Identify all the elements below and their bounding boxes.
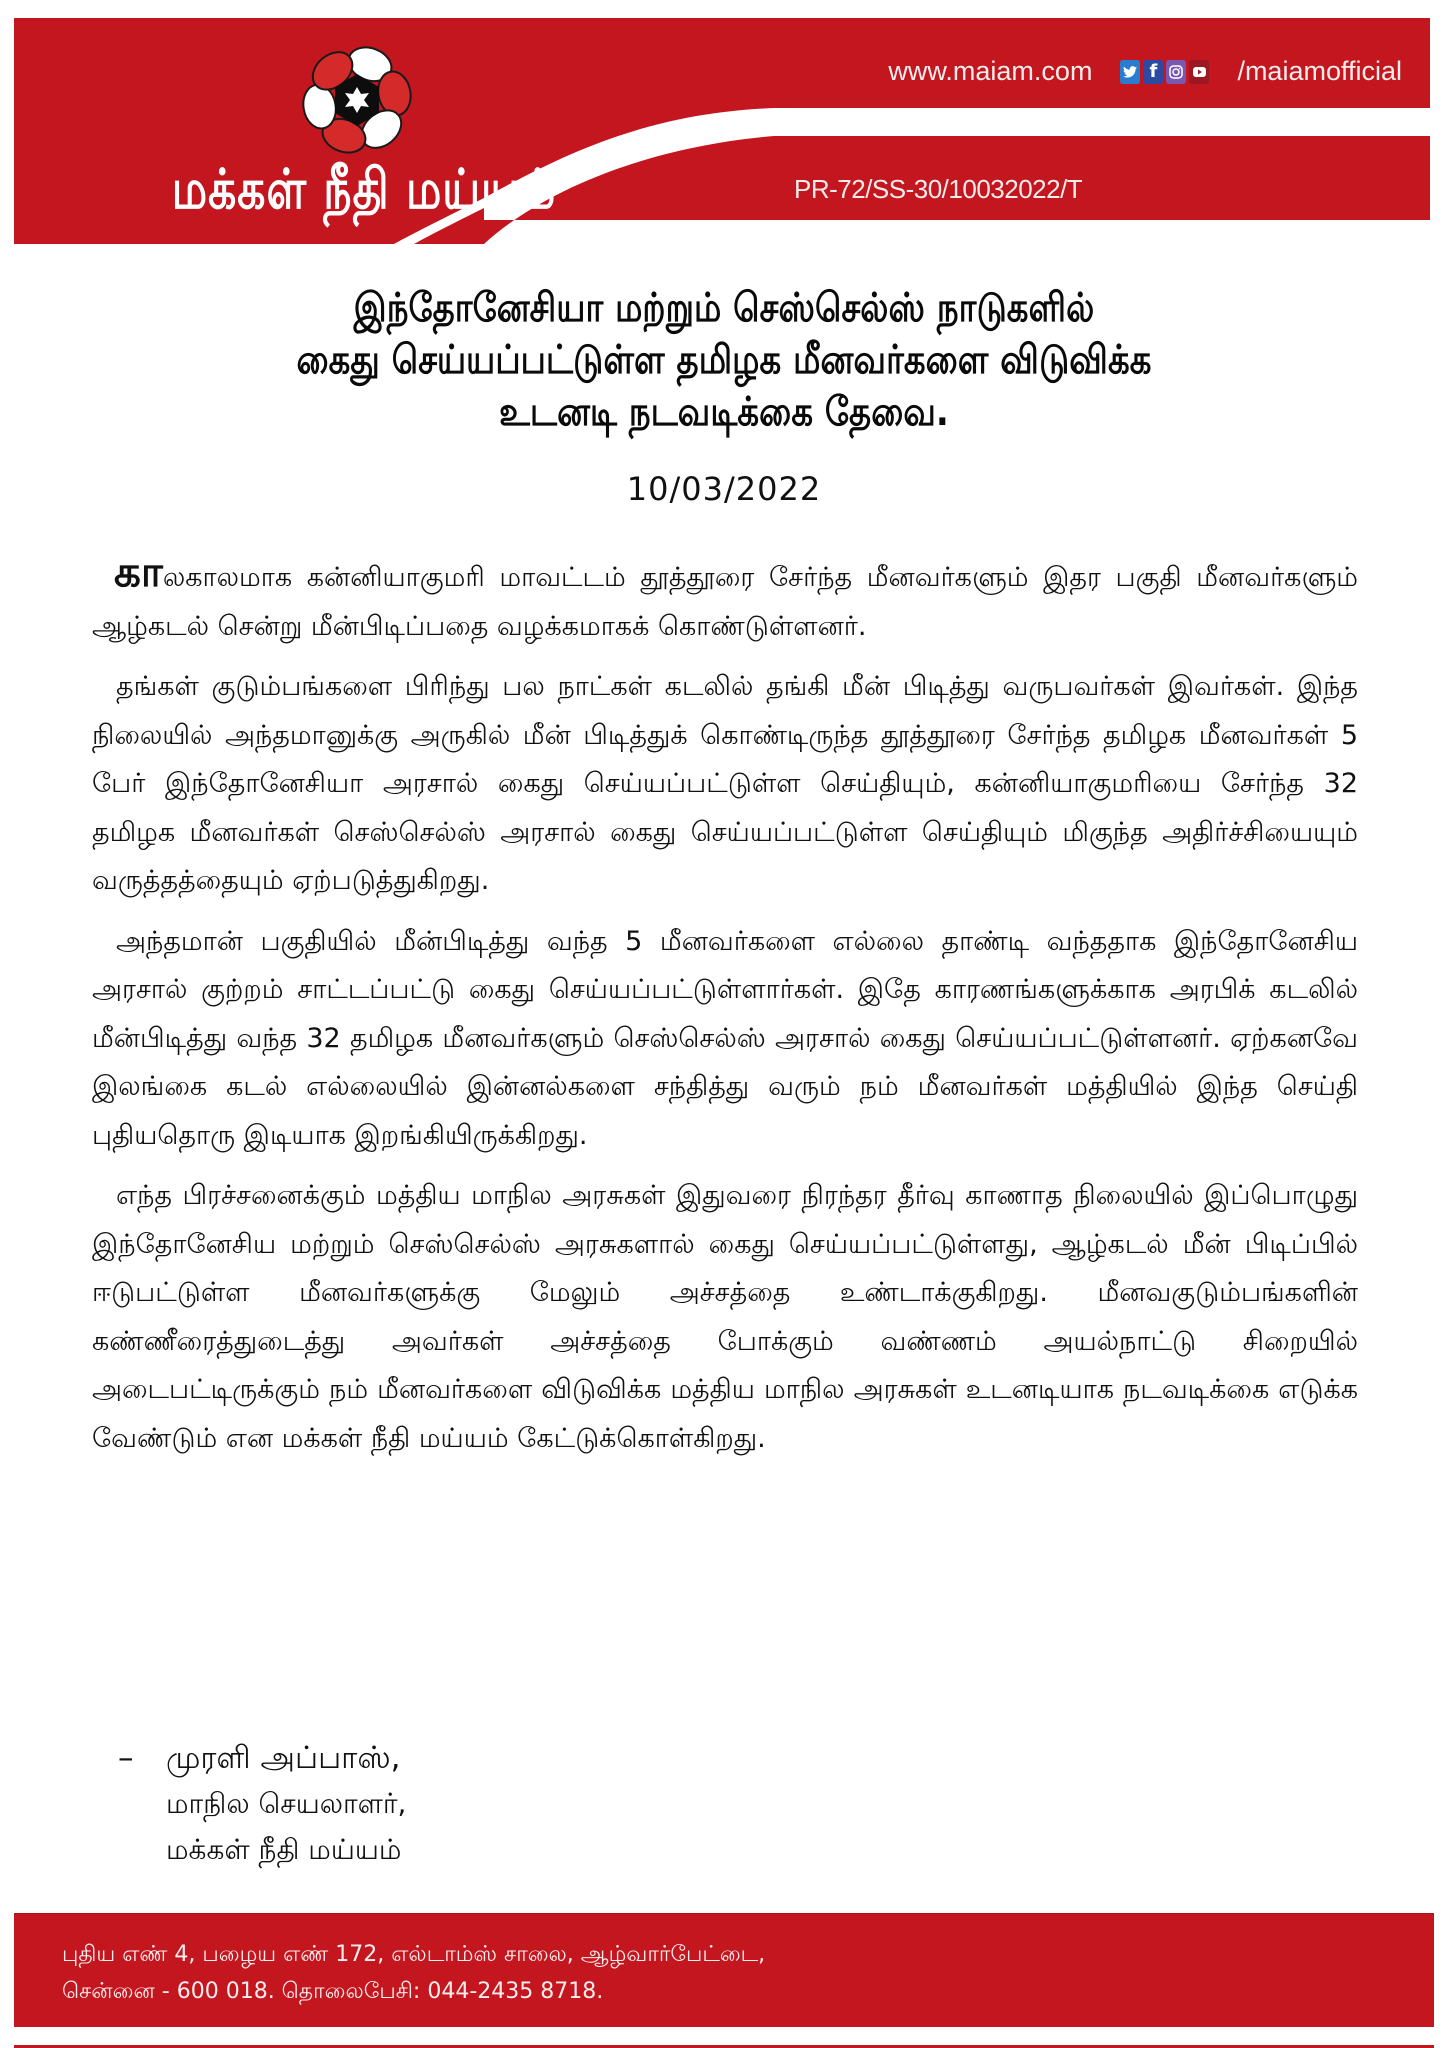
website-link[interactable]: www.maiam.com — [888, 56, 1093, 86]
signatory-designation: மாநில செயலாளர், — [166, 1787, 407, 1820]
title-line-1: இந்தோனேசியா மற்றும் செஸ்செல்ஸ் நாடுகளில் — [353, 284, 1095, 332]
signature-block — [118, 1735, 406, 1873]
youtube-icon[interactable] — [1189, 60, 1209, 84]
signature-dash: – — [118, 1740, 134, 1776]
social-icons — [1120, 60, 1209, 84]
title-line-2: கைது செய்யப்பட்டுள்ள தமிழக மீனவர்களை விடுவிக்க — [296, 336, 1152, 384]
dropcap: கா — [114, 547, 163, 596]
organization-name: மக்கள் நீதி மய்யம் — [171, 158, 557, 222]
facebook-icon[interactable]: f — [1143, 60, 1163, 84]
press-release-title — [100, 282, 1348, 438]
paragraph-1 — [92, 548, 1358, 651]
press-release-body — [92, 548, 1358, 1475]
header-contact-bar — [888, 56, 1402, 87]
instagram-icon[interactable] — [1166, 60, 1186, 84]
paragraph-3: அந்தமான் பகுதியில் மீன்பிடித்து வந்த 5 மீனவர்களை எல்லை தாண்டி வந்ததாக இந்தோனேசிய அரசால் குற்றம் சாட்டப்பட்டு கைது செய்யப்பட்டுள்ளார்கள். இதே காரணங்களுக்காக அரபிக் கடலில் மீன்பிடித்து வந்த 32 தமிழக மீனவர்களும் செஸ்செல்ஸ் அரசால் கைது செய்யப்பட்டுள்ளனர். ஏற்கனவே இலங்கை கடல் எல்லையில் இன்னல்களை சந்தித்து வரும் நம் மீனவர்கள் மத்தியில் இந்த செய்தி புதியதொரு இடியாக இறங்கியிருக்கிறது. — [92, 925, 1358, 1151]
paragraph-2: தங்கள் குடும்பங்களை பிரிந்து பல நாட்கள் கடலில் தங்கி மீன் பிடித்து வருபவர்கள் இவர்கள். இந்த நிலையில் அந்தமானுக்கு அருகில் மீன் பிடித்துக் கொண்டிருந்த தூத்தூரை சேர்ந்த தமிழக மீனவர்கள் 5 பேர் இந்தோனேசியா அரசால் கைது செய்யப்பட்டுள்ள செய்தியும், கன்னியாகுமரியை சேர்ந்த 32 தமிழக மீனவர்கள் செஸ்செல்ஸ் அரசால் கைது செய்யப்பட்டுள்ள செய்தியும் மிகுந்த அதிர்ச்சியையும் வருத்தத்தையும் ஏற்படுத்துகிறது. — [92, 671, 1358, 896]
letterhead-footer — [14, 1913, 1434, 2027]
twitter-icon[interactable] — [1120, 60, 1140, 84]
paragraph-4: எந்த பிரச்சனைக்கும் மத்திய மாநில அரசுகள் இதுவரை நிரந்தர தீர்வு காணாத நிலையில் இப்பொழுது இந்தோனேசிய மற்றும் செஸ்செல்ஸ் அரசுகளால் கைது செய்யப்பட்டுள்ளது, ஆழ்கடல் மீன் பிடிப்பில் ஈடுபட்டுள்ள மீனவர்களுக்கு மேலும் அச்சத்தை உண்டாக்குகிறது. மீனவகுடும்பங்களின் கண்ணீரைத்துடைத்து அவர்கள் அச்சத்தை போக்கும் வண்ணம் அயல்நாட்டு சிறையில் அடைபட்டிருக்கும் நம் மீனவர்களை விடுவிக்க மத்திய மாநில அரசுகள் உடனடியாக நடவடிக்கை எடுக்க வேண்டும் என மக்கள் நீதி மய்யம் கேட்டுக்கொள்கிறது. — [92, 1180, 1358, 1454]
signatory-name: முரளி அப்பாஸ், — [166, 1740, 401, 1776]
signatory-organization: மக்கள் நீதி மய்யம் — [166, 1833, 402, 1866]
title-line-3: உடனடி நடவடிக்கை தேவை. — [499, 388, 949, 436]
release-date: 10/03/2022 — [626, 470, 822, 508]
paragraph-1-text: லகாலமாக கன்னியாகுமரி மாவட்டம் தூத்தூரை சேர்ந்த மீனவர்களும் இதர பகுதி மீனவர்களும் ஆழ்கடல் சென்று மீன்பிடிப்பதை வழக்கமாகக் கொண்டுள்ளனர். — [92, 562, 1358, 642]
address-line-1: புதிய எண் 4, பழைய எண் 172, எல்டாம்ஸ் சாலை, ஆழ்வார்பேட்டை, — [62, 1942, 766, 1967]
address-line-2: சென்னை - 600 018. தொலைபேசி: 044-2435 8718. — [62, 1979, 604, 2004]
social-handle[interactable]: /maiamofficial — [1237, 56, 1402, 86]
letterhead-header — [14, 18, 1430, 244]
party-logo-icon — [292, 38, 422, 163]
reference-number: PR-72/SS-30/10032022/T — [794, 174, 1083, 204]
footer-address — [62, 1936, 765, 2010]
